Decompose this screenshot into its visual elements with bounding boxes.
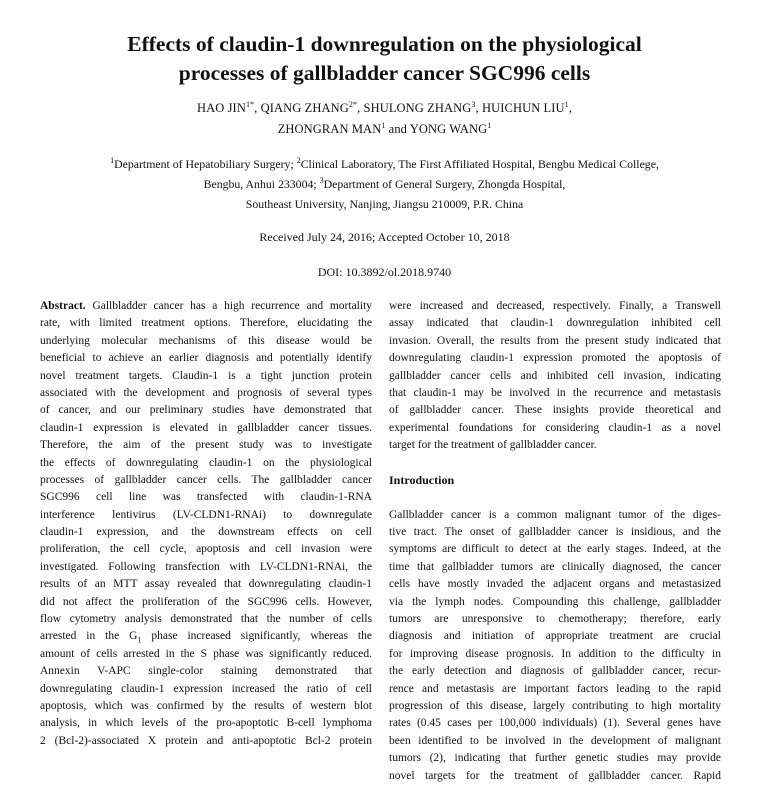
abstract-line: that claudin-1 may be involved in the recurrence and metastasis [389, 386, 721, 399]
abstract-line: results of an MTT assay revealed that downregulating claudin-1 [40, 578, 372, 591]
abstract-line: downregulating claudin-1 expression promoted the apoptosis of [389, 352, 721, 365]
intro-line: tumors are unresponsive to chemotherapy; therefore, early [389, 613, 721, 626]
abstract-line: invasion. Overall, the results from the present study indicated that [389, 334, 721, 347]
affiliation-text: Southeast University, Nanjing, Jiangsu 210009, P.R. China [245, 197, 524, 211]
abstract-line: SGC996 cell line was transfected with claudin-1-RNA [40, 491, 372, 504]
author-name: HAO JIN [196, 101, 246, 115]
abstract-line: gallbladder cancer cells and inhibited cell invasion, indicating [389, 369, 721, 382]
abstract-line: novel treatment targets. Claudin-1 is a tight junction protein [40, 369, 372, 382]
abstract-line: did not affect the proliferation of the SGC996 cells. However, [40, 595, 372, 608]
section-heading-introduction: Introduction [389, 472, 455, 487]
author-separator: , [475, 101, 482, 115]
affiliation-mark: 1 [110, 156, 115, 166]
affiliation-line-1 [0, 154, 769, 174]
abstract-line: claudin-1 expression is elevated in gallbladder cancer tissues. [40, 421, 372, 434]
abstract-line: amount of cells arrested in the S phase was significantly reduced. [40, 647, 372, 660]
column-right [389, 298, 721, 785]
intro-line: for improving disease prognosis. In addition to the difficulty in [389, 647, 721, 660]
intro-line: time that gallbladder tumors are clinically diagnosed, the cancer [389, 560, 721, 573]
title-line-2: processes of gallbladder cancer SGC996 cells [178, 61, 591, 85]
abstract-label: Abstract. [40, 300, 86, 312]
abstract-line-text: Gallbladder cancer has a high recurrence and mortality [92, 300, 372, 312]
abstract-line-text: arrested in the G [40, 630, 138, 643]
intro-line: rates (0.45 cases per 100,000 individuals) (1). Several genes have [389, 717, 721, 730]
abstract-line-text: phase increased significantly, whereas the [141, 630, 372, 643]
author-name: SHULONG ZHANG [363, 101, 472, 115]
author-name: QIANG ZHANG [260, 101, 349, 115]
abstract-line: investigated. Following transfection with LV-CLDN1-RNAi, the [40, 560, 372, 573]
abstract-line: proliferation, the cell cycle, apoptosis and cell invasion were [40, 543, 372, 556]
abstract-line: apoptosis, which was confirmed by the results of western blot [40, 699, 372, 712]
intro-line: been identified to be involved in the development of malignant [389, 734, 721, 747]
abstract-line: assay indicated that claudin-1 downregulation inhibited cell [389, 317, 721, 330]
affiliations [0, 154, 769, 214]
abstract-line: experimental foundations for considering claudin-1 as a novel [389, 421, 721, 434]
intro-line: symptoms are difficult to detect at the early stages. Indeed, at the [389, 543, 721, 556]
author-separator: , [357, 101, 364, 115]
affiliation-text: Clinical Laboratory, The First Affiliated Hospital, Bengbu Medical College, [300, 157, 659, 171]
intro-line: tumors (2), indicating that further genetic studies may provide [389, 752, 721, 765]
title-line-1: Effects of claudin-1 downregulation on the physiological [127, 32, 642, 56]
intro-line: cells have mostly invaded the adjacent organs and metastasized [389, 578, 721, 591]
author-affiliation-mark: 1 [564, 99, 569, 109]
author-affiliation-mark: 1* [245, 99, 255, 109]
abstract-line: were increased and decreased, respectively. Finally, a Transwell [389, 300, 721, 312]
affiliation-text: Department of Hepatobiliary Surgery; [114, 157, 297, 171]
author-name: HUICHUN LIU [481, 101, 565, 115]
affiliation-text: Bengbu, Anhui 233004; [203, 177, 320, 191]
abstract-line: beneficial to achieve an earlier diagnosis and potentially identify [40, 352, 372, 365]
author-name: YONG WANG [409, 122, 488, 136]
intro-line: the early detection and diagnosis of gallbladder cancer, recur- [389, 665, 721, 678]
doi: DOI: 10.3892/ol.2018.9740 [317, 265, 452, 279]
intro-line: via the lymph nodes. Compounding this challenge, gallbladder [389, 595, 721, 608]
author-affiliation-mark: 2* [348, 99, 358, 109]
abstract-line: the effects of downregulating claudin-1 on the physiological [40, 456, 372, 469]
intro-line: Gallbladder cancer is a common malignant tumor of the diges- [389, 508, 721, 521]
abstract-line [40, 298, 372, 315]
abstract-line: flow cytometry analysis demonstrated that the number of cells [40, 613, 372, 626]
author-affiliation-mark: 3 [471, 99, 476, 109]
spacer [389, 489, 721, 506]
author-line-1 [0, 98, 769, 119]
intro-line: tive tract. The onset of gallbladder cancer is insidious, and the [389, 526, 721, 539]
abstract-line: of cancer, and our preliminary studies have demonstrated that [40, 404, 372, 417]
abstract-line: claudin-1 expression, and the downstream effects on cell [40, 526, 372, 539]
abstract-line: analysis, in which levels of the pro-apoptotic B-cell lymphoma [40, 717, 372, 730]
intro-line: rence and metastasis are important factors leading to the rapid [389, 682, 721, 695]
abstract-line: Therefore, the aim of the present study was to investigate [40, 439, 372, 452]
intro-line: novel targets for the treatment of gallbladder cancer. Rapid [389, 769, 721, 782]
abstract-line: Annexin V-APC single-color staining demonstrated that [40, 665, 372, 678]
abstract-line: 2 (Bcl-2)-associated X protein and anti-apoptotic Bcl-2 protein [40, 734, 372, 747]
abstract-line: target for the treatment of gallbladder cancer. [389, 439, 597, 452]
intro-line: progression of this disease, largely contributing to high mortality [389, 699, 721, 712]
author-name: ZHONGRAN MAN [277, 122, 382, 136]
author-affiliation-mark: 1 [487, 120, 492, 130]
affiliation-mark: 3 [319, 176, 324, 186]
abstract-line: downregulating claudin-1 expression increased the ratio of cell [40, 682, 372, 695]
spacer [389, 455, 721, 472]
abstract-line: associated with the development and prognosis of several types [40, 386, 372, 399]
affiliation-line-2 [0, 174, 769, 194]
abstract-line: underlying molecular mechanisms of this disease would be [40, 334, 372, 347]
g1-subscript: 1 [137, 635, 142, 645]
received-dates: Received July 24, 2016; Accepted October 10, 2018 [259, 230, 510, 244]
paper-title [0, 30, 769, 88]
author-separator: , [254, 101, 261, 115]
affiliation-text: Department of General Surgery, Zhongda Hospital, [323, 177, 566, 191]
abstract-line: processes of gallbladder cancer cells. The gallbladder cancer [40, 473, 372, 486]
author-line-2 [0, 119, 769, 140]
intro-line: diagnosis and initiation of appropriate treatment are crucial [389, 630, 721, 643]
author-list [0, 98, 769, 140]
abstract-line [40, 628, 372, 645]
author-affiliation-mark: 1 [381, 120, 386, 130]
affiliation-mark: 2 [296, 156, 301, 166]
affiliation-line-3 [0, 194, 769, 214]
abstract-line: of gallbladder cancer. These insights provide theoretical and [389, 404, 721, 417]
author-separator: , [568, 101, 573, 115]
abstract-line: rate, with limited treatment options. Therefore, elucidating the [40, 317, 372, 330]
abstract-line: interference lentivirus (LV-CLDN1-RNAi) to downregulate [40, 508, 372, 521]
column-left [40, 298, 372, 750]
author-and: and [388, 122, 408, 136]
